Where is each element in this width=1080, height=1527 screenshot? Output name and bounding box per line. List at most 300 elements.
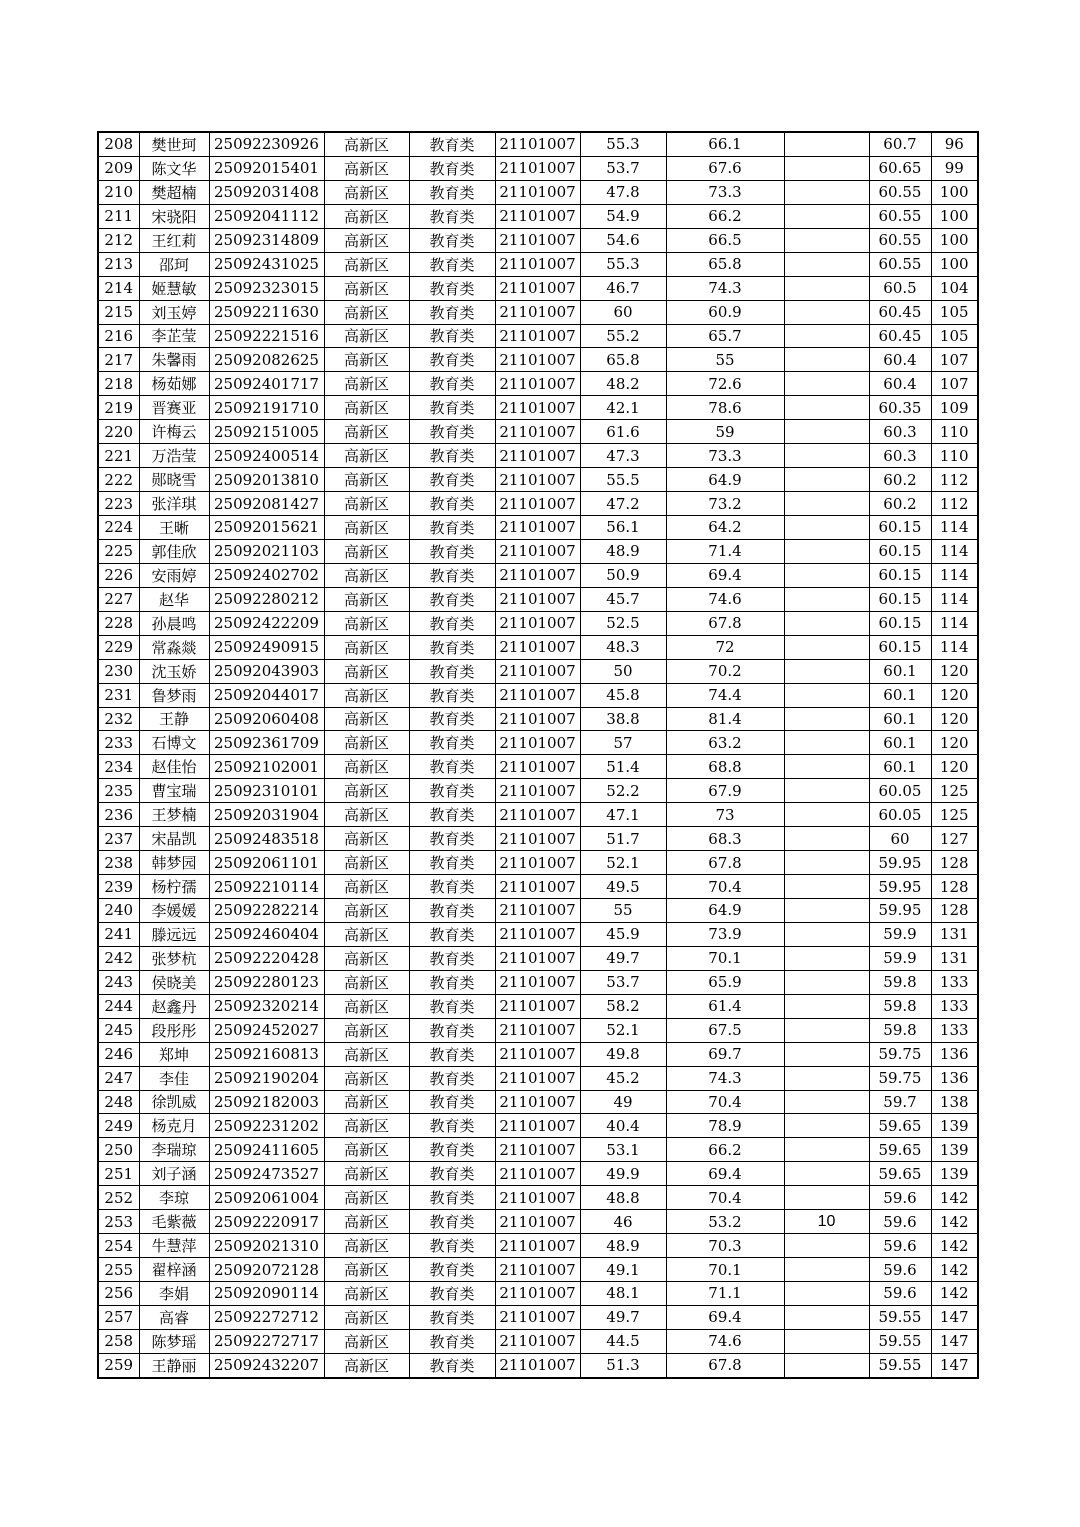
- total-score-cell: 60.45: [869, 324, 931, 348]
- name-cell: 段彤彤: [139, 1018, 209, 1042]
- category-cell: 教育类: [409, 444, 495, 468]
- bonus-cell: [784, 683, 869, 707]
- table-row: [98, 444, 978, 468]
- written-score-cell: 45.2: [580, 1066, 666, 1090]
- serial-cell: 248: [98, 1090, 139, 1114]
- table-row: [98, 468, 978, 492]
- post-code-cell: 21101007: [495, 1353, 580, 1377]
- interview-score-cell: 63.2: [666, 731, 784, 755]
- table-row: [98, 348, 978, 372]
- interview-score-cell: 68.8: [666, 755, 784, 779]
- name-cell: 樊超楠: [139, 180, 209, 204]
- table-row: [98, 132, 978, 156]
- bonus-cell: [784, 611, 869, 635]
- total-score-cell: 59.6: [869, 1210, 931, 1234]
- name-cell: 晋赛亚: [139, 396, 209, 420]
- name-cell: 李媛媛: [139, 899, 209, 923]
- district-cell: 高新区: [324, 1210, 409, 1234]
- serial-cell: 249: [98, 1114, 139, 1138]
- exam-id-cell: 25092060408: [209, 707, 324, 731]
- bonus-cell: [784, 1186, 869, 1210]
- exam-id-cell: 25092282214: [209, 899, 324, 923]
- interview-score-cell: 74.6: [666, 1329, 784, 1353]
- rank-cell: 139: [931, 1138, 978, 1162]
- total-score-cell: 59.65: [869, 1162, 931, 1186]
- exam-id-cell: 25092021103: [209, 539, 324, 563]
- post-code-cell: 21101007: [495, 420, 580, 444]
- written-score-cell: 49.9: [580, 1162, 666, 1186]
- total-score-cell: 60.65: [869, 156, 931, 180]
- rank-cell: 100: [931, 204, 978, 228]
- table-row: [98, 420, 978, 444]
- name-cell: 赵佳怡: [139, 755, 209, 779]
- table-row: [98, 635, 978, 659]
- rank-cell: 114: [931, 587, 978, 611]
- rank-cell: 133: [931, 994, 978, 1018]
- score-sheet: [97, 131, 979, 1379]
- district-cell: 高新区: [324, 1018, 409, 1042]
- name-cell: 王静丽: [139, 1353, 209, 1377]
- exam-id-cell: 25092081427: [209, 492, 324, 516]
- exam-id-cell: 25092220428: [209, 946, 324, 970]
- interview-score-cell: 64.2: [666, 516, 784, 540]
- exam-id-cell: 25092432207: [209, 1353, 324, 1377]
- district-cell: 高新区: [324, 516, 409, 540]
- interview-score-cell: 71.1: [666, 1282, 784, 1306]
- post-code-cell: 21101007: [495, 875, 580, 899]
- rank-cell: 100: [931, 252, 978, 276]
- serial-cell: 233: [98, 731, 139, 755]
- district-cell: 高新区: [324, 228, 409, 252]
- serial-cell: 222: [98, 468, 139, 492]
- bonus-cell: [784, 946, 869, 970]
- written-score-cell: 38.8: [580, 707, 666, 731]
- category-cell: 教育类: [409, 587, 495, 611]
- written-score-cell: 53.1: [580, 1138, 666, 1162]
- district-cell: 高新区: [324, 468, 409, 492]
- interview-score-cell: 66.2: [666, 204, 784, 228]
- table-row: [98, 875, 978, 899]
- district-cell: 高新区: [324, 1282, 409, 1306]
- bonus-cell: [784, 1329, 869, 1353]
- bonus-cell: [784, 348, 869, 372]
- written-score-cell: 52.1: [580, 1018, 666, 1042]
- written-score-cell: 42.1: [580, 396, 666, 420]
- table-row: [98, 1210, 978, 1234]
- post-code-cell: 21101007: [495, 324, 580, 348]
- interview-score-cell: 72.6: [666, 372, 784, 396]
- table-row: [98, 1329, 978, 1353]
- interview-score-cell: 66.2: [666, 1138, 784, 1162]
- category-cell: 教育类: [409, 1282, 495, 1306]
- post-code-cell: 21101007: [495, 922, 580, 946]
- category-cell: 教育类: [409, 899, 495, 923]
- written-score-cell: 51.3: [580, 1353, 666, 1377]
- table-row: [98, 1042, 978, 1066]
- serial-cell: 217: [98, 348, 139, 372]
- written-score-cell: 47.1: [580, 803, 666, 827]
- post-code-cell: 21101007: [495, 396, 580, 420]
- table-row: [98, 731, 978, 755]
- post-code-cell: 21101007: [495, 252, 580, 276]
- interview-score-cell: 78.9: [666, 1114, 784, 1138]
- exam-id-cell: 25092452027: [209, 1018, 324, 1042]
- post-code-cell: 21101007: [495, 1042, 580, 1066]
- bonus-cell: [784, 707, 869, 731]
- total-score-cell: 59.95: [869, 899, 931, 923]
- interview-score-cell: 69.7: [666, 1042, 784, 1066]
- total-score-cell: 59.9: [869, 946, 931, 970]
- table-row: [98, 707, 978, 731]
- category-cell: 教育类: [409, 946, 495, 970]
- interview-score-cell: 70.3: [666, 1234, 784, 1258]
- name-cell: 徐凯威: [139, 1090, 209, 1114]
- rank-cell: 142: [931, 1234, 978, 1258]
- name-cell: 樊世珂: [139, 132, 209, 156]
- district-cell: 高新区: [324, 1090, 409, 1114]
- interview-score-cell: 65.9: [666, 970, 784, 994]
- name-cell: 陈梦瑶: [139, 1329, 209, 1353]
- rank-cell: 120: [931, 731, 978, 755]
- table-row: [98, 994, 978, 1018]
- name-cell: 郭佳欣: [139, 539, 209, 563]
- table-row: [98, 946, 978, 970]
- bonus-cell: [784, 1138, 869, 1162]
- rank-cell: 139: [931, 1162, 978, 1186]
- bonus-cell: [784, 851, 869, 875]
- name-cell: 宋晶凯: [139, 827, 209, 851]
- category-cell: 教育类: [409, 635, 495, 659]
- category-cell: 教育类: [409, 1042, 495, 1066]
- rank-cell: 110: [931, 420, 978, 444]
- exam-id-cell: 25092102001: [209, 755, 324, 779]
- written-score-cell: 46: [580, 1210, 666, 1234]
- name-cell: 李芷莹: [139, 324, 209, 348]
- total-score-cell: 60.55: [869, 228, 931, 252]
- rank-cell: 99: [931, 156, 978, 180]
- rank-cell: 114: [931, 635, 978, 659]
- post-code-cell: 21101007: [495, 300, 580, 324]
- score-table: [97, 131, 979, 1379]
- exam-id-cell: 25092402702: [209, 563, 324, 587]
- interview-score-cell: 72: [666, 635, 784, 659]
- serial-cell: 253: [98, 1210, 139, 1234]
- category-cell: 教育类: [409, 683, 495, 707]
- exam-id-cell: 25092400514: [209, 444, 324, 468]
- table-row: [98, 563, 978, 587]
- category-cell: 教育类: [409, 1114, 495, 1138]
- name-cell: 沈玉娇: [139, 659, 209, 683]
- category-cell: 教育类: [409, 300, 495, 324]
- post-code-cell: 21101007: [495, 1210, 580, 1234]
- serial-cell: 236: [98, 803, 139, 827]
- post-code-cell: 21101007: [495, 1090, 580, 1114]
- rank-cell: 109: [931, 396, 978, 420]
- category-cell: 教育类: [409, 468, 495, 492]
- written-score-cell: 44.5: [580, 1329, 666, 1353]
- post-code-cell: 21101007: [495, 635, 580, 659]
- serial-cell: 251: [98, 1162, 139, 1186]
- table-row: [98, 851, 978, 875]
- written-score-cell: 50.9: [580, 563, 666, 587]
- rank-cell: 114: [931, 611, 978, 635]
- serial-cell: 257: [98, 1305, 139, 1329]
- post-code-cell: 21101007: [495, 827, 580, 851]
- name-cell: 郧晓雪: [139, 468, 209, 492]
- total-score-cell: 59.55: [869, 1305, 931, 1329]
- table-row: [98, 539, 978, 563]
- exam-id-cell: 25092190204: [209, 1066, 324, 1090]
- bonus-cell: [784, 755, 869, 779]
- interview-score-cell: 67.5: [666, 1018, 784, 1042]
- bonus-cell: [784, 1282, 869, 1306]
- total-score-cell: 59.55: [869, 1353, 931, 1377]
- name-cell: 李瑞琼: [139, 1138, 209, 1162]
- category-cell: 教育类: [409, 1258, 495, 1282]
- district-cell: 高新区: [324, 539, 409, 563]
- serial-cell: 234: [98, 755, 139, 779]
- bonus-cell: [784, 228, 869, 252]
- district-cell: 高新区: [324, 180, 409, 204]
- written-score-cell: 54.6: [580, 228, 666, 252]
- category-cell: 教育类: [409, 755, 495, 779]
- table-row: [98, 683, 978, 707]
- total-score-cell: 60.2: [869, 492, 931, 516]
- exam-id-cell: 25092272712: [209, 1305, 324, 1329]
- district-cell: 高新区: [324, 731, 409, 755]
- name-cell: 万浩莹: [139, 444, 209, 468]
- name-cell: 李娟: [139, 1282, 209, 1306]
- bonus-cell: [784, 276, 869, 300]
- name-cell: 王红莉: [139, 228, 209, 252]
- written-score-cell: 51.7: [580, 827, 666, 851]
- post-code-cell: 21101007: [495, 1329, 580, 1353]
- interview-score-cell: 81.4: [666, 707, 784, 731]
- bonus-cell: [784, 1305, 869, 1329]
- name-cell: 杨茹娜: [139, 372, 209, 396]
- rank-cell: 125: [931, 779, 978, 803]
- interview-score-cell: 69.4: [666, 1162, 784, 1186]
- total-score-cell: 60.15: [869, 587, 931, 611]
- rank-cell: 138: [931, 1090, 978, 1114]
- category-cell: 教育类: [409, 851, 495, 875]
- name-cell: 姬慧敏: [139, 276, 209, 300]
- district-cell: 高新区: [324, 922, 409, 946]
- post-code-cell: 21101007: [495, 659, 580, 683]
- total-score-cell: 59.75: [869, 1066, 931, 1090]
- category-cell: 教育类: [409, 1138, 495, 1162]
- post-code-cell: 21101007: [495, 803, 580, 827]
- rank-cell: 114: [931, 539, 978, 563]
- written-score-cell: 56.1: [580, 516, 666, 540]
- serial-cell: 240: [98, 899, 139, 923]
- post-code-cell: 21101007: [495, 587, 580, 611]
- table-row: [98, 300, 978, 324]
- rank-cell: 105: [931, 324, 978, 348]
- category-cell: 教育类: [409, 922, 495, 946]
- serial-cell: 230: [98, 659, 139, 683]
- rank-cell: 112: [931, 468, 978, 492]
- post-code-cell: 21101007: [495, 1234, 580, 1258]
- bonus-cell: [784, 156, 869, 180]
- total-score-cell: 59.6: [869, 1258, 931, 1282]
- bonus-cell: [784, 587, 869, 611]
- category-cell: 教育类: [409, 731, 495, 755]
- category-cell: 教育类: [409, 563, 495, 587]
- written-score-cell: 47.3: [580, 444, 666, 468]
- bonus-cell: [784, 827, 869, 851]
- interview-score-cell: 64.9: [666, 899, 784, 923]
- table-row: [98, 899, 978, 923]
- interview-score-cell: 74.3: [666, 276, 784, 300]
- bonus-cell: [784, 516, 869, 540]
- bonus-cell: [784, 252, 869, 276]
- table-row: [98, 755, 978, 779]
- total-score-cell: 60.15: [869, 635, 931, 659]
- exam-id-cell: 25092460404: [209, 922, 324, 946]
- interview-score-cell: 66.5: [666, 228, 784, 252]
- interview-score-cell: 70.2: [666, 659, 784, 683]
- written-score-cell: 47.8: [580, 180, 666, 204]
- total-score-cell: 60.1: [869, 659, 931, 683]
- category-cell: 教育类: [409, 875, 495, 899]
- interview-score-cell: 73: [666, 803, 784, 827]
- category-cell: 教育类: [409, 492, 495, 516]
- category-cell: 教育类: [409, 420, 495, 444]
- category-cell: 教育类: [409, 372, 495, 396]
- post-code-cell: 21101007: [495, 204, 580, 228]
- district-cell: 高新区: [324, 1353, 409, 1377]
- serial-cell: 250: [98, 1138, 139, 1162]
- interview-score-cell: 74.6: [666, 587, 784, 611]
- table-row: [98, 372, 978, 396]
- name-cell: 侯晓美: [139, 970, 209, 994]
- bonus-cell: [784, 1353, 869, 1377]
- interview-score-cell: 70.1: [666, 946, 784, 970]
- total-score-cell: 59.8: [869, 994, 931, 1018]
- bonus-cell: [784, 994, 869, 1018]
- table-row: [98, 228, 978, 252]
- bonus-cell: [784, 396, 869, 420]
- exam-id-cell: 25092310101: [209, 779, 324, 803]
- name-cell: 曹宝瑞: [139, 779, 209, 803]
- rank-cell: 127: [931, 827, 978, 851]
- bonus-cell: [784, 1114, 869, 1138]
- post-code-cell: 21101007: [495, 707, 580, 731]
- post-code-cell: 21101007: [495, 731, 580, 755]
- table-row: [98, 803, 978, 827]
- written-score-cell: 61.6: [580, 420, 666, 444]
- name-cell: 朱馨雨: [139, 348, 209, 372]
- written-score-cell: 48.3: [580, 635, 666, 659]
- written-score-cell: 40.4: [580, 1114, 666, 1138]
- written-score-cell: 48.9: [580, 1234, 666, 1258]
- interview-score-cell: 73.3: [666, 444, 784, 468]
- serial-cell: 215: [98, 300, 139, 324]
- written-score-cell: 52.2: [580, 779, 666, 803]
- interview-score-cell: 73.9: [666, 922, 784, 946]
- category-cell: 教育类: [409, 516, 495, 540]
- category-cell: 教育类: [409, 1186, 495, 1210]
- bonus-cell: [784, 1018, 869, 1042]
- exam-id-cell: 25092191710: [209, 396, 324, 420]
- interview-score-cell: 70.4: [666, 1090, 784, 1114]
- post-code-cell: 21101007: [495, 994, 580, 1018]
- district-cell: 高新区: [324, 851, 409, 875]
- table-row: [98, 1305, 978, 1329]
- serial-cell: 228: [98, 611, 139, 635]
- name-cell: 安雨婷: [139, 563, 209, 587]
- exam-id-cell: 25092031408: [209, 180, 324, 204]
- post-code-cell: 21101007: [495, 492, 580, 516]
- written-score-cell: 54.9: [580, 204, 666, 228]
- total-score-cell: 60.7: [869, 132, 931, 156]
- serial-cell: 224: [98, 516, 139, 540]
- written-score-cell: 48.9: [580, 539, 666, 563]
- bonus-cell: [784, 372, 869, 396]
- rank-cell: 136: [931, 1066, 978, 1090]
- district-cell: 高新区: [324, 396, 409, 420]
- interview-score-cell: 59: [666, 420, 784, 444]
- exam-id-cell: 25092473527: [209, 1162, 324, 1186]
- interview-score-cell: 65.7: [666, 324, 784, 348]
- interview-score-cell: 69.4: [666, 563, 784, 587]
- total-score-cell: 60.05: [869, 779, 931, 803]
- serial-cell: 219: [98, 396, 139, 420]
- name-cell: 赵华: [139, 587, 209, 611]
- category-cell: 教育类: [409, 396, 495, 420]
- written-score-cell: 48.2: [580, 372, 666, 396]
- rank-cell: 128: [931, 899, 978, 923]
- district-cell: 高新区: [324, 1138, 409, 1162]
- bonus-cell: [784, 300, 869, 324]
- total-score-cell: 60.15: [869, 563, 931, 587]
- interview-score-cell: 78.6: [666, 396, 784, 420]
- rank-cell: 142: [931, 1282, 978, 1306]
- written-score-cell: 49.8: [580, 1042, 666, 1066]
- exam-id-cell: 25092211630: [209, 300, 324, 324]
- rank-cell: 120: [931, 683, 978, 707]
- written-score-cell: 47.2: [580, 492, 666, 516]
- interview-score-cell: 67.9: [666, 779, 784, 803]
- table-row: [98, 396, 978, 420]
- serial-cell: 221: [98, 444, 139, 468]
- total-score-cell: 59.65: [869, 1114, 931, 1138]
- total-score-cell: 60.55: [869, 204, 931, 228]
- exam-id-cell: 25092314809: [209, 228, 324, 252]
- written-score-cell: 55.5: [580, 468, 666, 492]
- category-cell: 教育类: [409, 276, 495, 300]
- bonus-cell: [784, 1066, 869, 1090]
- interview-score-cell: 67.8: [666, 1353, 784, 1377]
- district-cell: 高新区: [324, 659, 409, 683]
- interview-score-cell: 67.8: [666, 611, 784, 635]
- total-score-cell: 60.1: [869, 683, 931, 707]
- exam-id-cell: 25092182003: [209, 1090, 324, 1114]
- category-cell: 教育类: [409, 204, 495, 228]
- total-score-cell: 60.4: [869, 372, 931, 396]
- category-cell: 教育类: [409, 348, 495, 372]
- interview-score-cell: 70.1: [666, 1258, 784, 1282]
- interview-score-cell: 65.8: [666, 252, 784, 276]
- exam-id-cell: 25092082625: [209, 348, 324, 372]
- name-cell: 石博文: [139, 731, 209, 755]
- serial-cell: 247: [98, 1066, 139, 1090]
- total-score-cell: 59.95: [869, 875, 931, 899]
- table-row: [98, 1090, 978, 1114]
- name-cell: 常淼燚: [139, 635, 209, 659]
- interview-score-cell: 68.3: [666, 827, 784, 851]
